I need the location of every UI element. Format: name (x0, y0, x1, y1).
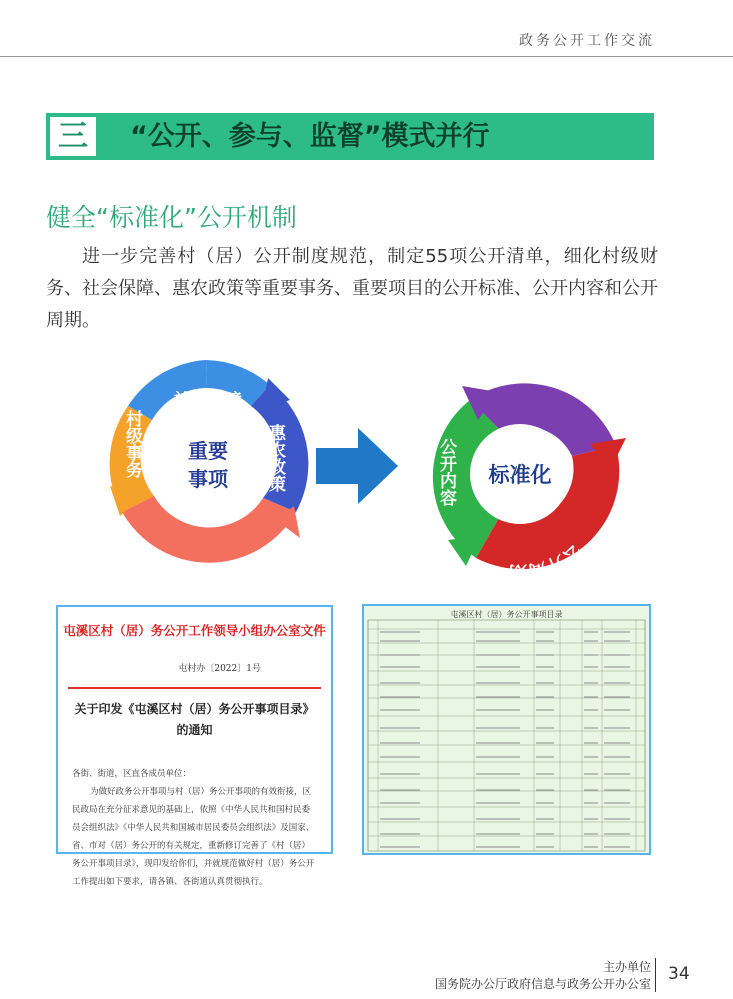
segment-label-social: 社会保障 (174, 391, 242, 411)
doc1-notice-line2: 的通知 (176, 723, 213, 737)
document-image-table (362, 604, 651, 855)
doc1-title: 屯溪区村（居）务公开工作领导小组办公室文件 (63, 623, 326, 638)
doc1-notice-line1: 关于印发《屯溪区村（居）务公开事项目录》 (74, 702, 315, 716)
segment-label-standard: 公开标准 (518, 354, 595, 401)
doc1-salutation: 各街、街道，区直各成员单位： (72, 769, 192, 779)
doc2-title: 屯溪区村（居）务公开事项目录 (450, 610, 563, 619)
right-center-label: 标准化 (488, 463, 552, 487)
document-image-notice (56, 605, 333, 887)
left-center-line2: 事项 (188, 467, 228, 491)
doc1-number: 屯村办〔2022〕1号 (178, 664, 261, 674)
section-number: 三 (49, 116, 97, 157)
segment-label-period: 公开周期 (508, 540, 586, 583)
segment-label-village: 村级事务 (122, 410, 142, 478)
subsection-title: 健全“标准化”公开机制 (46, 203, 297, 232)
segment-label-policy: 惠农政策 (265, 424, 285, 492)
left-cycle (110, 360, 309, 563)
transform-arrow (316, 428, 398, 504)
doc1-body (72, 765, 317, 891)
right-cycle (433, 355, 626, 583)
footer-sponsor-label: 主办单位 (602, 960, 651, 974)
segment-label-content: 公开内容 (436, 438, 456, 506)
doc1-paragraph: 为做好政务公开事项与村（居）务公开事项的有效衔接，区民政局在充分征求意见的基础上，依照《中华人民共和国村民委员会组织法》《中华人民共和国城市居民委员会组织法》及国家、省、市对（居）务公开的有关规定，重新修订完善了《村（居）务公开事项目录》，现印发给你们，并就规范做好村（居）务公开工作提出如下要求，请各镇、各街道认真贯彻执行。 (72, 787, 315, 887)
running-header: 政务公开工作交流 (519, 33, 655, 49)
header-rule (0, 56, 733, 57)
section-title: “公开、参与、监督”模式并行 (130, 121, 490, 152)
table-grid (364, 606, 649, 853)
standardization-diagram (0, 340, 733, 600)
page-number: 34 (668, 964, 690, 984)
doc1-notice-title (58, 699, 331, 741)
doc1-red-rule (68, 687, 321, 689)
left-center-line1: 重要 (188, 439, 228, 463)
body-paragraph: 进一步完善村（居）公开制度规范，制定55项公开清单，细化村级财务、社会保障、惠农政策等重要事务、重要项目的公开标准、公开内容和公开周期。 (46, 246, 658, 331)
footer-divider (655, 958, 656, 992)
footer-sponsor-name: 国务院办公厅政府信息与政务公开办公室 (434, 977, 651, 991)
